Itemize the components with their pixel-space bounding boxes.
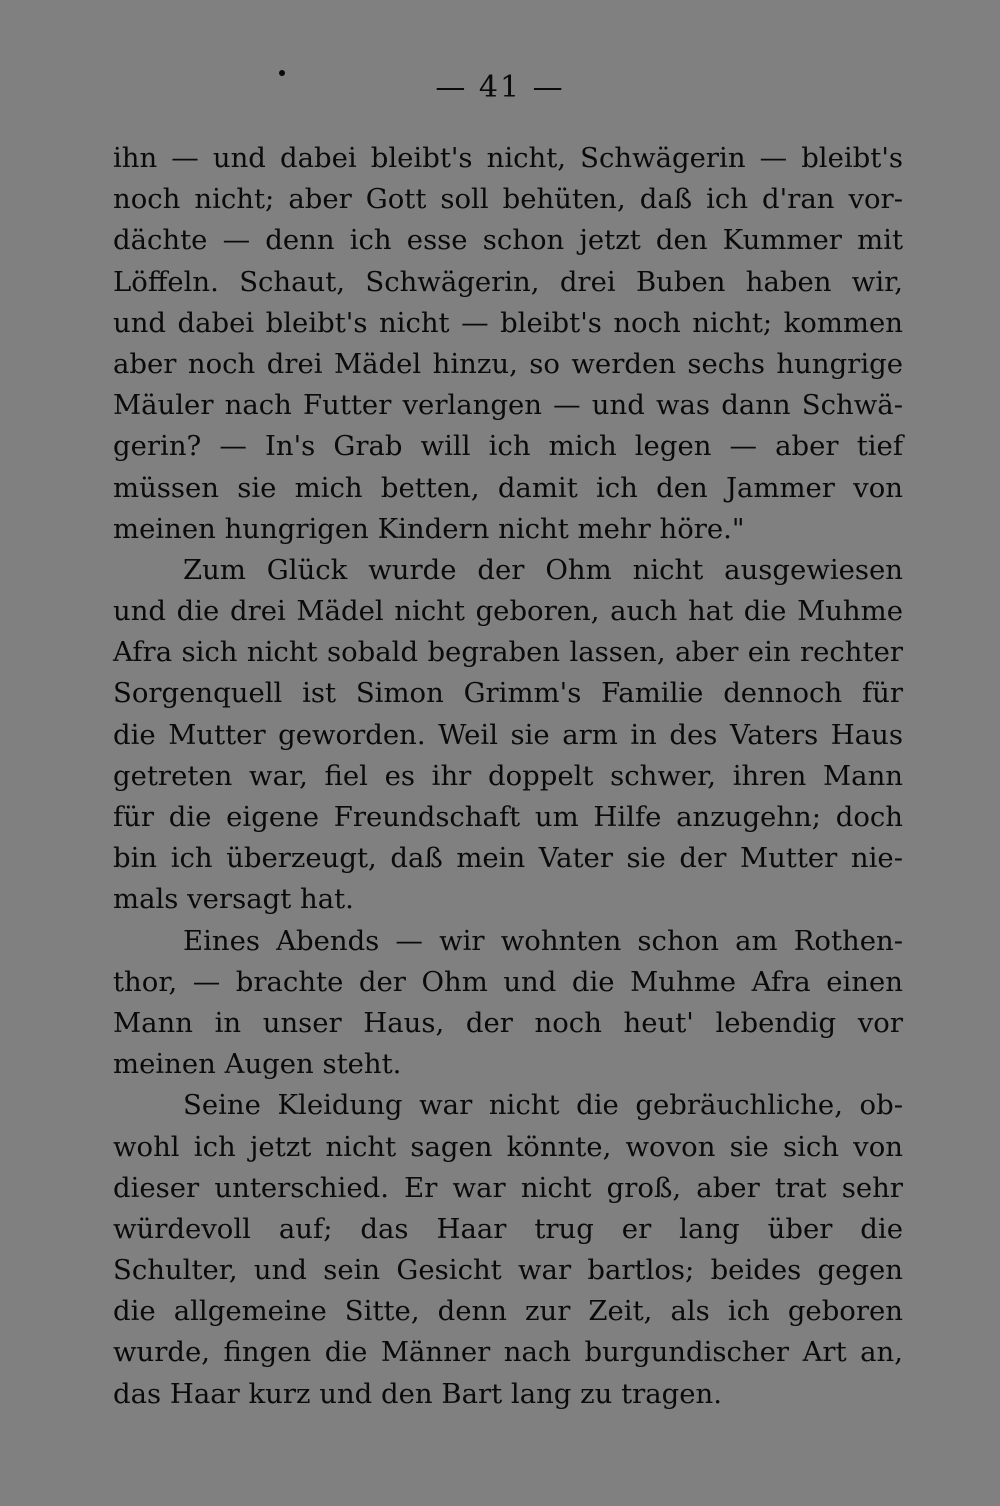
text-line: Afra sich nicht sobald begraben lassen, aber ein rechter	[113, 636, 903, 669]
text-line: Mäuler nach Futter verlangen — und was dann Schwä-	[113, 389, 903, 422]
text-line: gerin? — In's Grab will ich mich legen — aber tief	[113, 430, 903, 463]
text-line: die Mutter geworden. Weil sie arm in des Vaters Haus	[113, 718, 903, 751]
text-line: getreten war, fiel es ihr doppelt schwer, ihren Mann	[113, 759, 903, 792]
text-line: thor, — brachte der Ohm und die Muhme Afra einen	[113, 965, 903, 998]
page-header	[0, 62, 1000, 112]
text-line: Löffeln. Schaut, Schwägerin, drei Buben haben wir,	[113, 265, 903, 298]
paragraph-start-line: Seine Kleidung war nicht die gebräuchliche, ob-	[183, 1089, 903, 1122]
paragraph-end-line: meinen hungrigen Kindern nicht mehr höre."	[113, 512, 745, 545]
text-line: müssen sie mich betten, damit ich den Jammer von	[113, 471, 903, 504]
text-line: und die drei Mädel nicht geboren, auch hat die Muhme	[113, 595, 903, 628]
text-line: noch nicht; aber Gott soll behüten, daß ich d'ran vor-	[113, 183, 903, 216]
text-line: für die eigene Freundschaft um Hilfe anzugehn; doch	[113, 801, 903, 833]
text-line: dächte — denn ich esse schon jetzt den Kummer mit	[113, 224, 903, 257]
text-line: Sorgenquell ist Simon Grimm's Familie dennoch für	[113, 677, 903, 710]
text-line: würdevoll auf; das Haar trug er lang über die	[113, 1212, 903, 1245]
paragraph-end-line: meinen Augen steht.	[113, 1048, 402, 1081]
text-line: bin ich überzeugt, daß mein Vater sie der Mutter nie-	[113, 842, 903, 875]
text-line: die allgemeine Sitte, denn zur Zeit, als ich geboren	[113, 1295, 903, 1328]
text-line: wurde, fingen die Männer nach burgundischer Art an,	[113, 1336, 903, 1369]
paragraph-end-line: mals versagt hat.	[113, 883, 354, 916]
text-line: und dabei bleibt's nicht — bleibt's noch nicht; kommen	[113, 306, 903, 339]
paragraph-start-line: Zum Glück wurde der Ohm nicht ausgewiesen	[183, 553, 903, 586]
text-line: ihn — und dabei bleibt's nicht, Schwägerin — bleibt's	[113, 142, 903, 174]
ink-dot	[279, 70, 285, 76]
paragraph-end-line: das Haar kurz und den Bart lang zu tragen.	[113, 1377, 723, 1410]
text-line: Mann in unser Haus, der noch heut' lebendig vor	[113, 1006, 903, 1039]
page-number: — 41 —	[435, 70, 565, 105]
text-line: Schulter, und sein Gesicht war bartlos; beides gegen	[113, 1254, 903, 1287]
paragraph-start-line: Eines Abends — wir wohnten schon am Rothen-	[183, 924, 903, 957]
text-line: aber noch drei Mädel hinzu, so werden sechs hungrige	[113, 347, 903, 380]
body-text	[113, 138, 903, 1415]
text-line: wohl ich jetzt nicht sagen könnte, wovon sie sich von	[113, 1130, 903, 1163]
text-line: dieser unterschied. Er war nicht groß, aber trat sehr	[113, 1171, 903, 1204]
